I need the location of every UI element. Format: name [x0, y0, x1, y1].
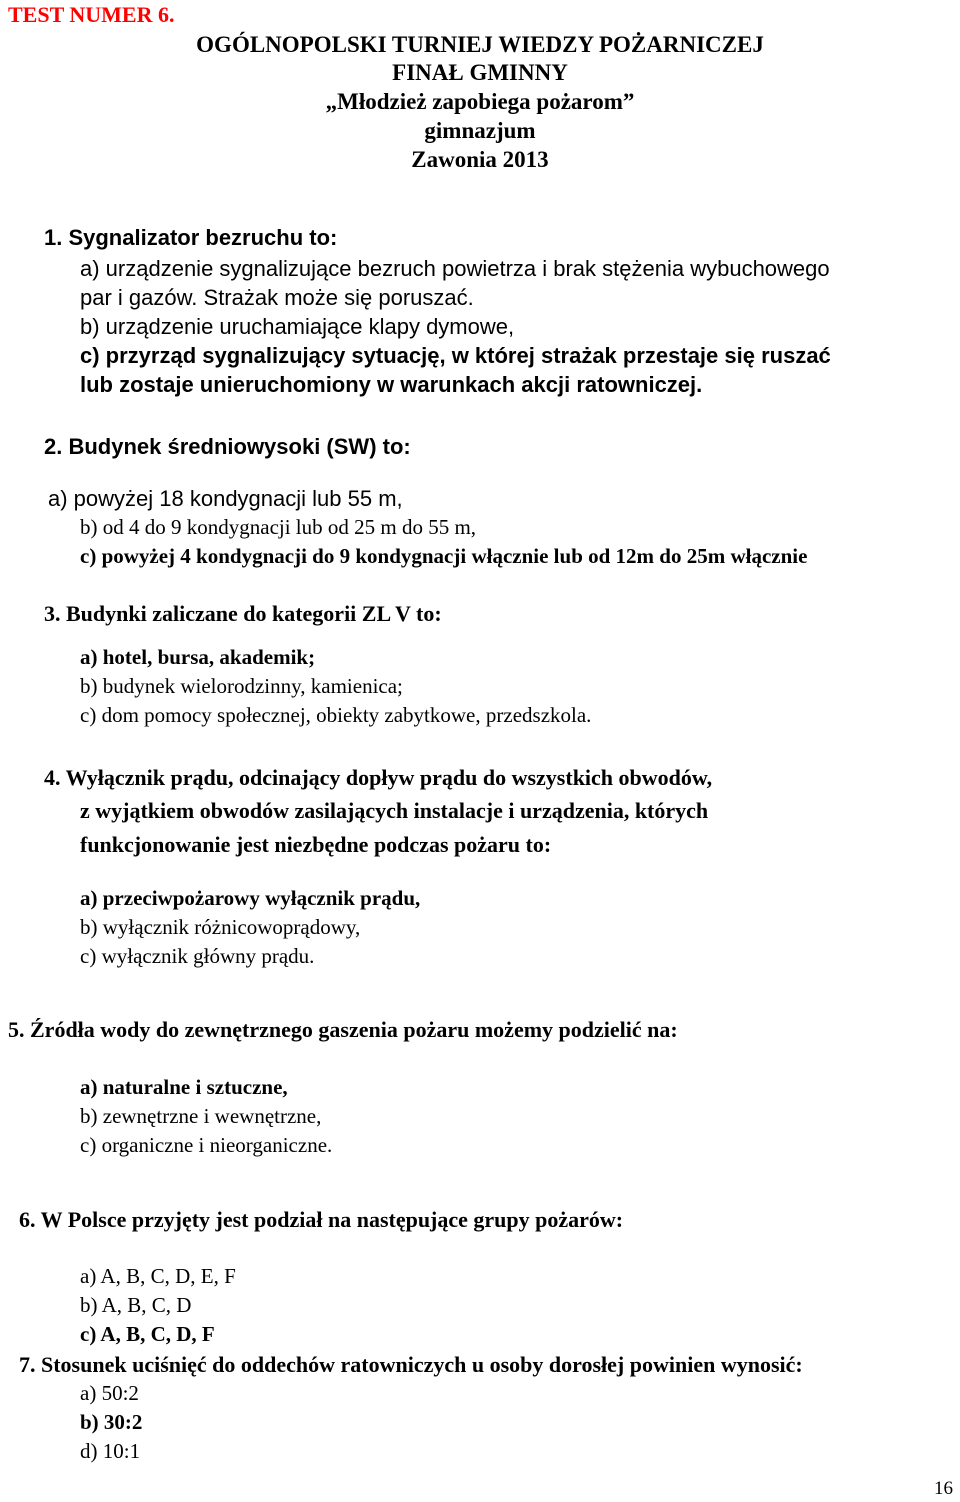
- answer-4b: b) wyłącznik różnicowoprądowy,: [80, 915, 361, 939]
- answer-5a: a) naturalne i sztuczne,: [80, 1075, 288, 1099]
- answer-3a: a) hotel, bursa, akademik;: [80, 645, 316, 669]
- question-4-line1: 4. Wyłącznik prądu, odcinający dopływ prądu do wszystkich obwodów,: [44, 765, 713, 790]
- answer-6a: a) A, B, C, D, E, F: [80, 1264, 236, 1288]
- answer-6c: c) A, B, C, D, F: [80, 1322, 215, 1346]
- answer-1a-line2: par i gazów. Strażak może się poruszać.: [80, 285, 474, 310]
- answer-7b: b) 30:2: [80, 1410, 143, 1434]
- header-level: gimnazjum: [424, 118, 536, 143]
- answer-4c: c) wyłącznik główny prądu.: [80, 944, 315, 968]
- answer-2a: a) powyżej 18 kondygnacji lub 55 m,: [48, 486, 403, 511]
- answer-4a: a) przeciwpożarowy wyłącznik prądu,: [80, 886, 421, 910]
- answer-1c-line1: c) przyrząd sygnalizujący sytuację, w której strażak przestaje się ruszać: [80, 343, 831, 368]
- answer-5b: b) zewnętrzne i wewnętrzne,: [80, 1104, 322, 1128]
- page-number: 16: [934, 1478, 953, 1499]
- question-7: 7. Stosunek uciśnięć do oddechów ratowniczych u osoby dorosłej powinien wynosić:: [19, 1352, 803, 1377]
- header-title: OGÓLNOPOLSKI TURNIEJ WIEDZY POŻARNICZEJ: [196, 32, 764, 57]
- answer-3b: b) budynek wielorodzinny, kamienica;: [80, 674, 403, 698]
- answer-3c: c) dom pomocy społecznej, obiekty zabytkowe, przedszkola.: [80, 703, 592, 727]
- answer-7d: d) 10:1: [80, 1439, 141, 1463]
- answer-2c: c) powyżej 4 kondygnacji do 9 kondygnacji włącznie lub od 12m do 25m włącznie: [80, 544, 808, 568]
- question-4-line2: z wyjątkiem obwodów zasilających instalacje i urządzenia, których: [80, 798, 709, 823]
- test-number-label: TEST NUMER 6.: [8, 2, 175, 27]
- answer-2b: b) od 4 do 9 kondygnacji lub od 25 m do 55 m,: [80, 515, 477, 539]
- answer-1b: b) urządzenie uruchamiające klapy dymowe,: [80, 314, 515, 339]
- answer-7a: a) 50:2: [80, 1381, 139, 1405]
- question-4-line3: funkcjonowanie jest niezbędne podczas pożaru to:: [80, 832, 552, 857]
- question-6: 6. W Polsce przyjęty jest podział na następujące grupy pożarów:: [19, 1207, 624, 1232]
- answer-1c-line2: lub zostaje unieruchomiony w warunkach akcji ratowniczej.: [80, 372, 703, 397]
- header-location-year: Zawonia 2013: [411, 147, 549, 172]
- question-5: 5. Źródła wody do zewnętrznego gaszenia pożaru możemy podzielić na:: [8, 1017, 678, 1042]
- answer-6b: b) A, B, C, D: [80, 1293, 192, 1317]
- header-motto: „Młodzież zapobiega pożarom”: [325, 89, 635, 114]
- question-3: 3. Budynki zaliczane do kategorii ZL V to:: [44, 601, 442, 626]
- question-2: 2. Budynek średniowysoki (SW) to:: [44, 434, 411, 459]
- question-1: 1. Sygnalizator bezruchu to:: [44, 225, 338, 250]
- answer-1a-line1: a) urządzenie sygnalizujące bezruch powietrza i brak stężenia wybuchowego: [80, 256, 830, 281]
- answer-5c: c) organiczne i nieorganiczne.: [80, 1133, 333, 1157]
- header-subtitle: FINAŁ GMINNY: [392, 60, 568, 85]
